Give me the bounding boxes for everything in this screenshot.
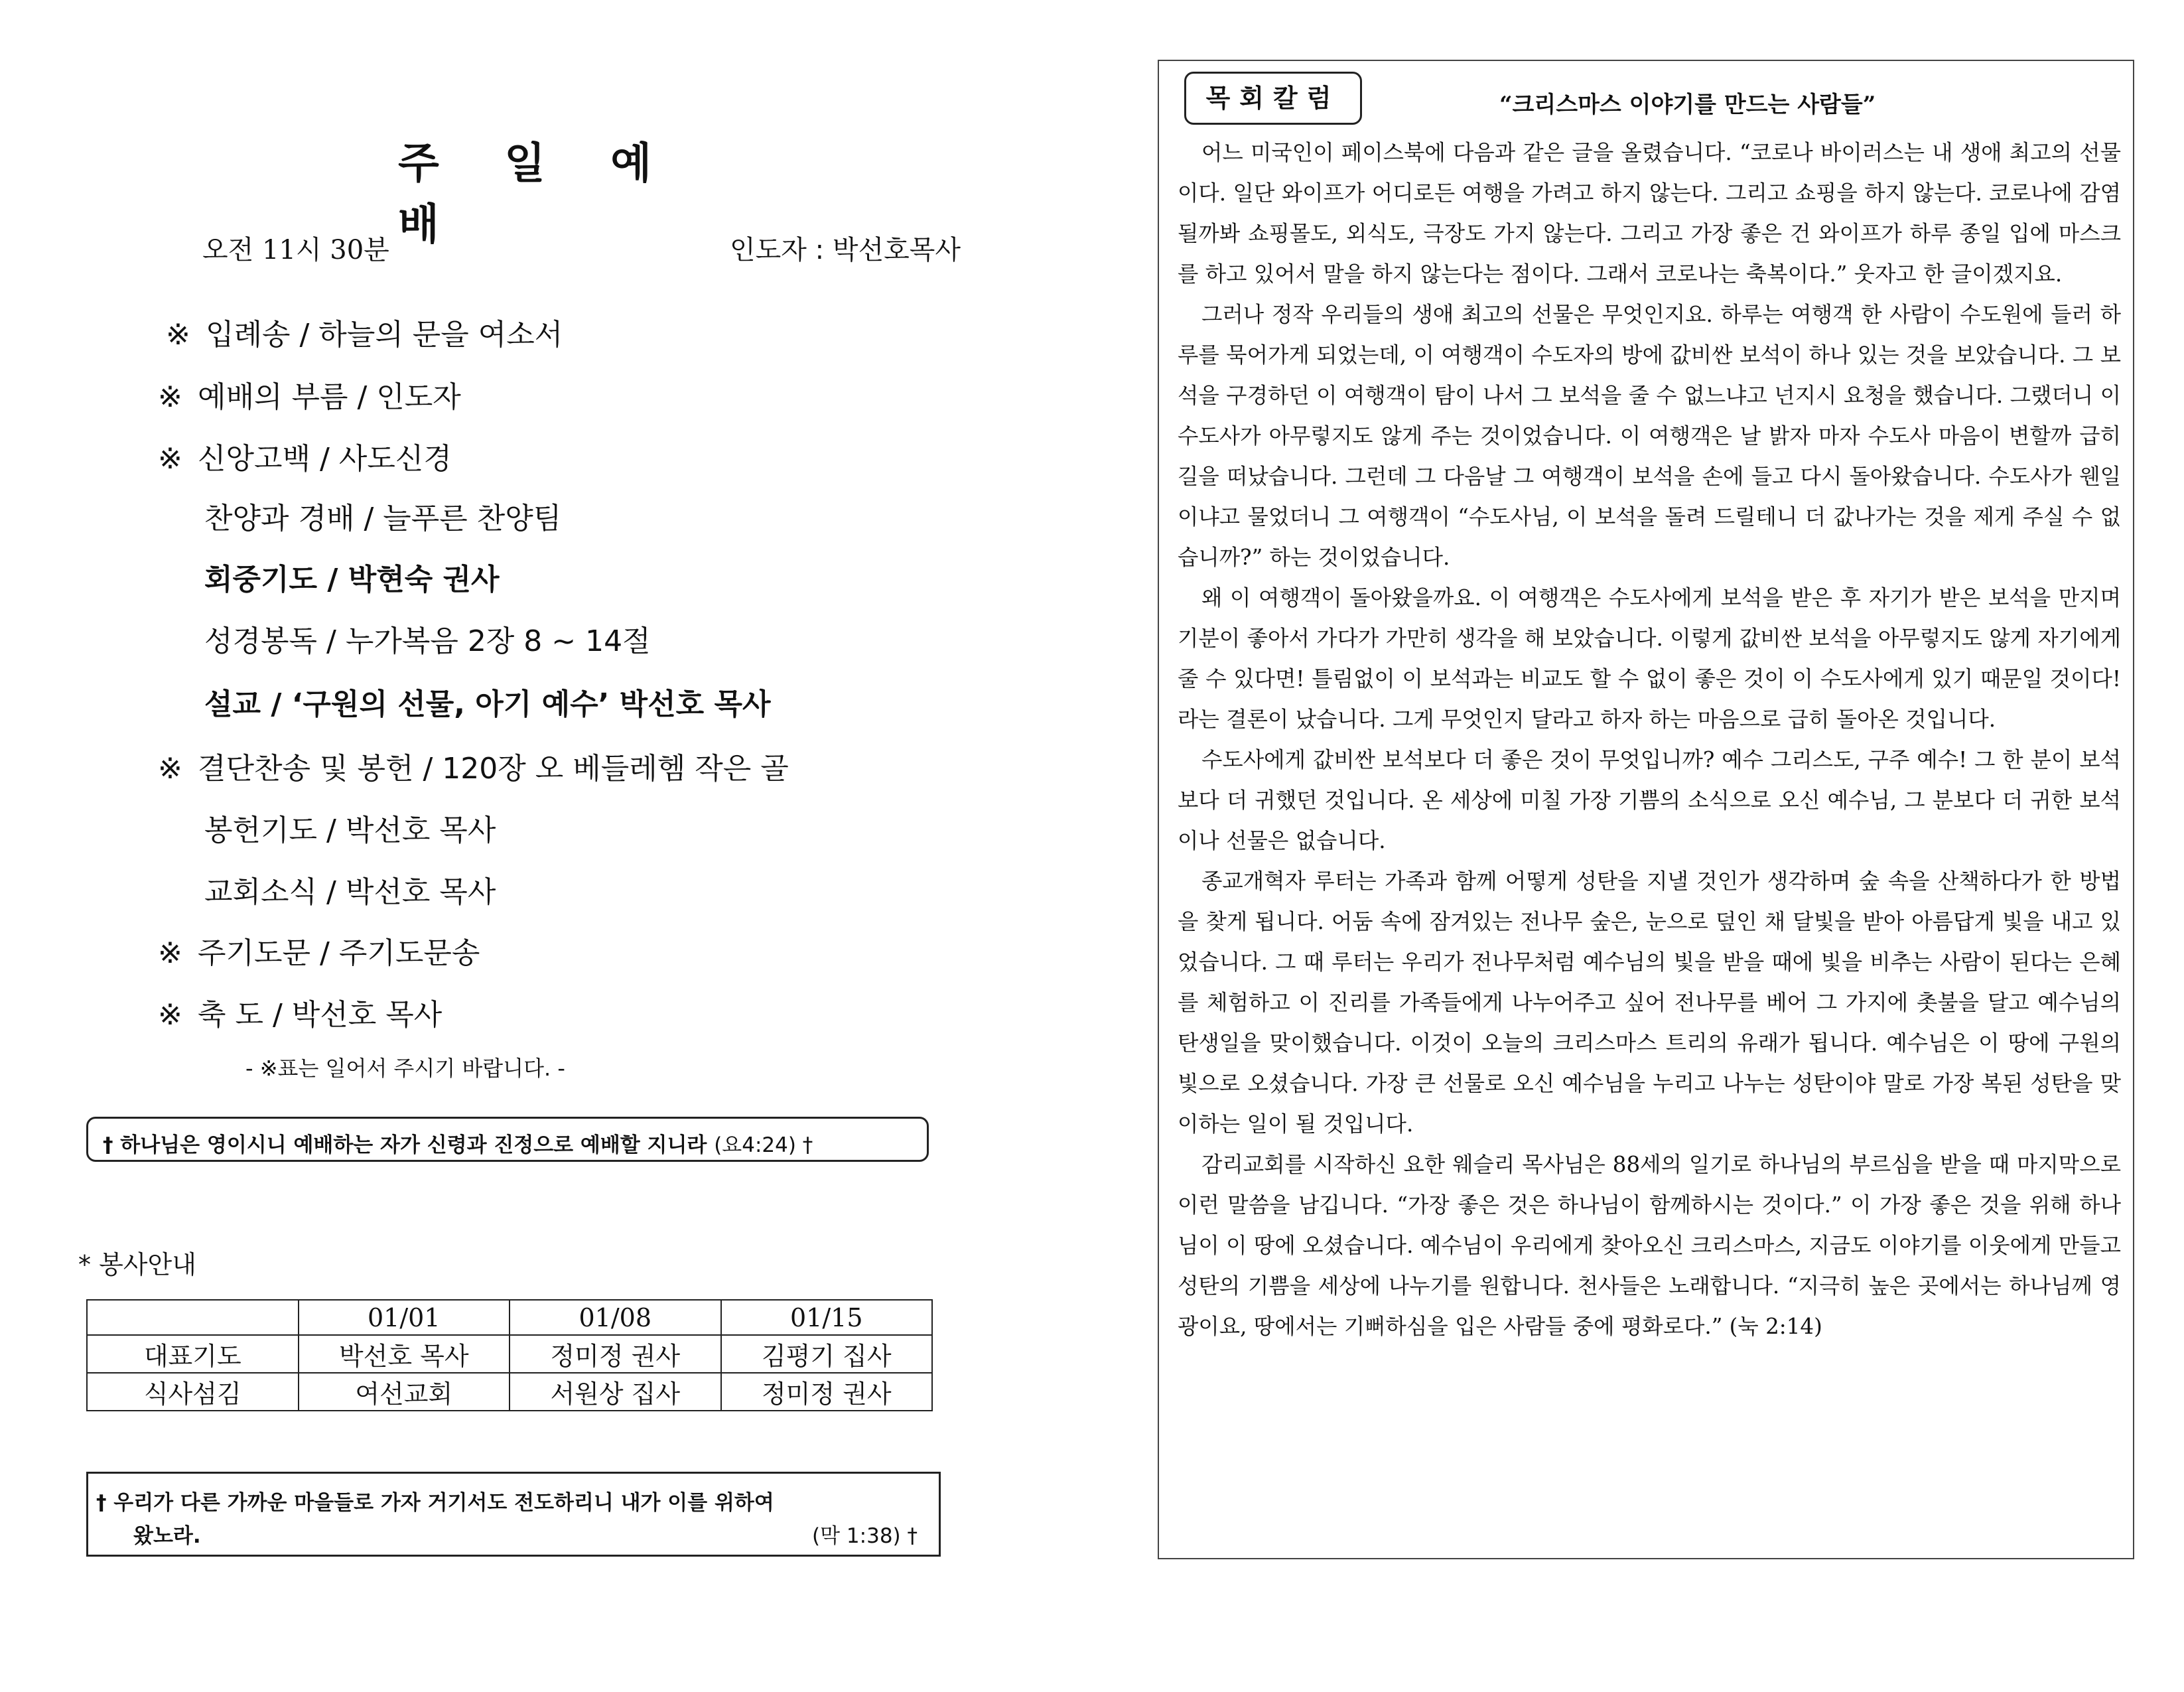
standing-note: - ※표는 일어서 주시기 바랍니다. - [245,1056,565,1081]
order-item [204,680,771,723]
order-item-text: 신앙고백 / 사도신경 [198,442,452,476]
column-paragraph: 종교개혁자 루터는 가족과 함께 어떻게 성탄을 지낼 것인가 생각하며 숲 속을 산책하다가 한 방법을 찾게 됩니다. 어둠 속에 잠겨있는 전나무 숲은, 눈으로 덮인 채 달빛을 받아 아름답게 빛을 내고 있었습니다. 그 때 루터는 우리가 전나무처럼 예수님의 빛을 받을 때에 빛을 비추는 사람이 된다는 은혜를 체험하고 이 진리를 가족들에게 나누어주고 싶어 전나무를 베어 그 가지에 촛불을 달고 예수님의 탄생일을 맞이했습니다. 이것이 오늘의 크리스마스 트리의 유래가 됩니다. 예수님은 이 땅에 구원의 빛으로 오셨습니다. 가장 큰 선물로 오신 예수님을 누리고 나누는 성탄이야 말로 가장 복된 성탄을 맞이하는 일이 될 것입니다. [1178,869,2121,1137]
order-item-text: 성경봉독 / 누가복음 2장 8 ~ 14절 [204,624,651,658]
table-row [87,1373,932,1411]
order-item-text: 축 도 / 박선호 목사 [198,998,443,1032]
order-item [204,806,496,849]
table-cell: 01/08 [510,1300,721,1335]
order-item [204,868,496,910]
standing-mark: ※ [166,318,190,352]
order-item [166,311,563,353]
order-item-text: 봉헌기도 / 박선호 목사 [204,813,496,847]
order-item-text: 찬양과 경배 / 늘푸른 찬양팀 [204,502,562,535]
order-item [158,744,789,787]
verse-text: † 하나님은 영이시니 예배하는 자가 신령과 진정으로 예배할 지니라 [103,1133,707,1157]
worship-leader: 인도자 : 박선호목사 [730,235,961,265]
worship-time: 오전 11시 30분 [202,235,389,265]
order-item [158,435,452,477]
verse-text-line: 왔노라. [133,1524,201,1548]
table-cell: 정미정 권사 [721,1373,933,1411]
verse-box [86,1117,929,1162]
order-item-text: 교회소식 / 박선호 목사 [204,875,496,909]
table-cell: 정미정 권사 [510,1335,721,1373]
column-paragraph: 수도사에게 값비싼 보석보다 더 좋은 것이 무엇입니까? 예수 그리스도, 구주 예수! 그 한 분이 보석보다 더 귀했던 것입니다. 온 세상에 미칠 가장 기쁨의 소식으로 오신 예수님, 그 분보다 더 귀한 보석이나 선물은 없습니다. [1178,747,2121,853]
table-row [87,1335,932,1373]
standing-mark: ※ [158,752,182,786]
table-cell: 식사섬김 [87,1373,299,1411]
table-cell: 01/15 [721,1300,933,1335]
column-label: 목회칼럼 [1184,72,1362,125]
order-item-text: 입례송 / 하늘의 문을 여소서 [206,318,563,352]
table-cell: 김평기 집사 [721,1335,933,1373]
column-paragraph: 감리교회를 시작하신 요한 웨슬리 목사님은 88세의 일기로 하나님의 부르심을 받을 때 마지막으로 이런 말씀을 남깁니다. “가장 좋은 것은 하나님이 함께하시는 것이다.” 이 가장 좋은 것을 위해 하나님이 이 땅에 오셨습니다. 예수님이 우리에게 찾아오신 크리스마스, 지금도 이야기를 이웃에게 만들고 성탄의 기쁨을 세상에 나누기를 원합니다. 천사들은 노래합니다. “지극히 높은 곳에서는 하나님께 영광이요, 땅에서는 기뻐하심을 입은 사람들 중에 평화로다.” (눅 2:14) [1178,1152,2121,1339]
table-cell [87,1300,299,1335]
verse-reference: (막 1:38) † [812,1524,918,1548]
order-item [204,555,500,598]
order-item [158,373,461,415]
table-cell: 대표기도 [87,1335,299,1373]
standing-mark: ※ [158,442,182,476]
column-body [1178,133,2121,1347]
service-heading: * 봉사안내 [78,1250,196,1279]
order-item-text: 설교 / ‘구원의 선물, 아기 예수’ 박선호 목사 [204,687,771,721]
column-paragraph: 그러나 정작 우리들의 생애 최고의 선물은 무엇인지요. 하루는 여행객 한 사람이 수도원에 들러 하루를 묵어가게 되었는데, 이 여행객이 수도자의 방에 값비싼 보석이 하나 있는 것을 보았습니다. 그 보석을 구경하던 이 여행객이 탐이 나서 그 보석을 줄 수 없느냐고 넌지시 요청을 했습니다. 그랬더니 이 수도사가 아무렇지도 않게 주는 것이었습니다. 이 여행객은 날 밝자 마자 수도사 마음이 변할까 급히 길을 떠났습니다. 그런데 그 다음날 그 여행객이 보석을 손에 들고 다시 돌아왔습니다. 수도사가 웬일이냐고 물었더니 그 여행객이 “수도사님, 이 보석을 돌려 드릴테니 더 값나가는 것을 제게 주실 수 없습니까?” 하는 것이었습니다. [1178,302,2121,570]
order-item-text: 주기도문 / 주기도문송 [198,936,480,970]
standing-mark: ※ [158,998,182,1032]
verse-reference: (요4:24) † [714,1133,813,1157]
service-table [86,1299,933,1411]
order-item [204,494,561,537]
order-item-text: 예배의 부름 / 인도자 [198,380,461,414]
table-cell: 여선교회 [299,1373,510,1411]
standing-mark: ※ [158,936,182,970]
table-cell: 서원상 집사 [510,1373,721,1411]
column-paragraph: 왜 이 여행객이 돌아왔을까요. 이 여행객은 수도사에게 보석을 받은 후 자기가 받은 보석을 만지며 기분이 좋아서 가다가 가만히 생각을 해 보았습니다. 이렇게 값비싼 보석을 아무렇지도 않게 자기에게 줄 수 있다면! 틀림없이 이 보석과는 비교도 할 수 없이 좋은 것이 이 수도사에게 있기 때문일 것이다! 라는 결론이 났습니다. 그게 무엇인지 달라고 하자 하는 마음으로 급히 돌아온 것입니다. [1178,585,2121,732]
verse-text-line: † 우리가 다른 가까운 마을들로 가자 거기서도 전도하리니 내가 이를 위하여 [96,1491,774,1515]
order-item-text: 회중기도 / 박현숙 권사 [204,563,500,597]
column-paragraph: 어느 미국인이 페이스북에 다음과 같은 글을 올렸습니다. “코로나 바이러스는 내 생애 최고의 선물이다. 일단 와이프가 어디로든 여행을 가려고 하지 않는다. 그리고 쇼핑을 하지 않는다. 코로나에 감염될까봐 쇼핑몰도, 외식도, 극장도 가지 않는다. 그리고 가장 좋은 건 와이프가 하루 종일 입에 마스크를 하고 있어서 말을 하지 않는다는 점이다. 그래서 코로나는 축복이다.” 웃자고 한 글이겠지요. [1178,140,2121,287]
standing-mark: ※ [158,380,182,414]
verse-box [86,1472,941,1557]
order-item [158,929,480,971]
column-title: “크리스마스 이야기를 만드는 사람들” [1499,92,1876,118]
table-cell: 01/01 [299,1300,510,1335]
table-cell: 박선호 목사 [299,1335,510,1373]
order-item [158,991,442,1033]
order-item-text: 결단찬송 및 봉헌 / 120장 오 베들레헴 작은 골 [198,752,789,786]
order-item [204,617,651,660]
table-header-row [87,1300,932,1335]
worship-title: 주 일 예 배 [398,139,677,249]
